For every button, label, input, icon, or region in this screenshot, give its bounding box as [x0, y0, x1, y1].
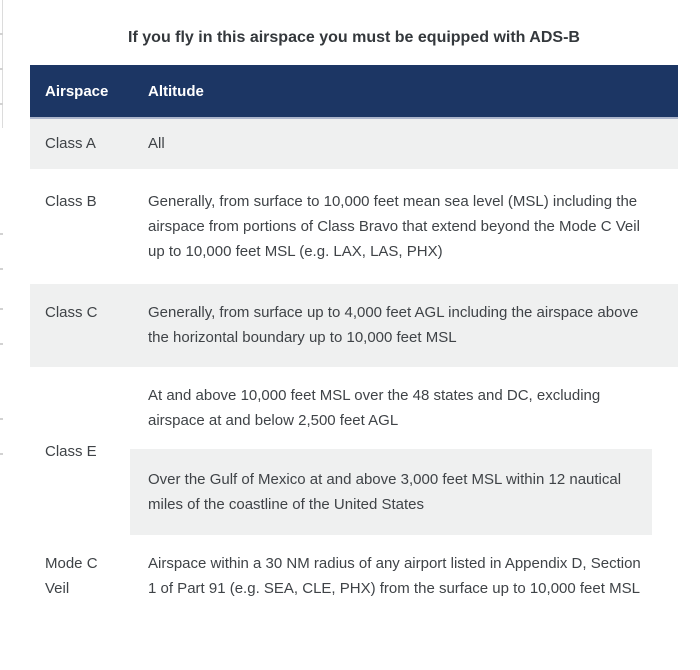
airspace-label: Class E [45, 442, 97, 460]
altitude-sub-cell: At and above 10,000 feet MSL over the 48 states and DC, excluding airspace at and below 2,500 feet AGL [148, 387, 601, 429]
airspace-cell: Class A [45, 135, 96, 152]
column-header-airspace: Airspace [45, 82, 109, 100]
page-edge-tick-artifact [0, 103, 3, 105]
airspace-cell: Mode C Veil [45, 555, 98, 597]
altitude-cell: Generally, from surface to 10,000 feet mean sea level (MSL) including the airspace from portions of Class Bravo that extend beyond the Mode C Veil up to 10,000 feet MSL (e.g. LAX, LAS, PHX) [148, 193, 640, 260]
table-title: If you fly in this airspace you must be equipped with ADS-B [128, 29, 580, 46]
adsb-requirement-section [30, 0, 678, 628]
airspace-cell: Class C [45, 304, 98, 321]
page-edge-tick-artifact [0, 343, 3, 345]
airspace-table [30, 65, 678, 628]
altitude-sub-cell-shaded: Over the Gulf of Mexico at and above 3,000 feet MSL within 12 nautical miles of the coastline of the United States [130, 449, 652, 535]
altitude-cell: All [148, 135, 165, 152]
page-edge-line-artifact [2, 0, 3, 128]
altitude-cell: Airspace within a 30 NM radius of any airport listed in Appendix D, Section 1 of Part 91 (e.g. SEA, CLE, PHX) from the surface up to 10,000 feet MSL [148, 555, 641, 597]
table-row-class-a [30, 119, 678, 169]
column-header-altitude: Altitude [148, 82, 204, 100]
page-edge-tick-artifact [0, 268, 3, 270]
table-row-class-c [30, 284, 678, 367]
page-edge-tick-artifact [0, 453, 3, 455]
altitude-cell: Generally, from surface up to 4,000 feet AGL including the airspace above the horizontal boundary up to 10,000 feet MSL [148, 304, 639, 346]
table-row-mode-c-veil [30, 535, 678, 628]
table-row-class-b [30, 169, 678, 284]
page-edge-tick-artifact [0, 418, 3, 420]
page-edge-tick-artifact [0, 233, 3, 235]
page-edge-tick-artifact [0, 68, 3, 70]
table-row-class-e [30, 367, 678, 535]
table-header-row [30, 65, 678, 119]
airspace-cell: Class B [45, 193, 97, 210]
page-edge-tick-artifact [0, 308, 3, 310]
altitude-cell-group [148, 367, 678, 535]
page-edge-tick-artifact [0, 33, 3, 35]
